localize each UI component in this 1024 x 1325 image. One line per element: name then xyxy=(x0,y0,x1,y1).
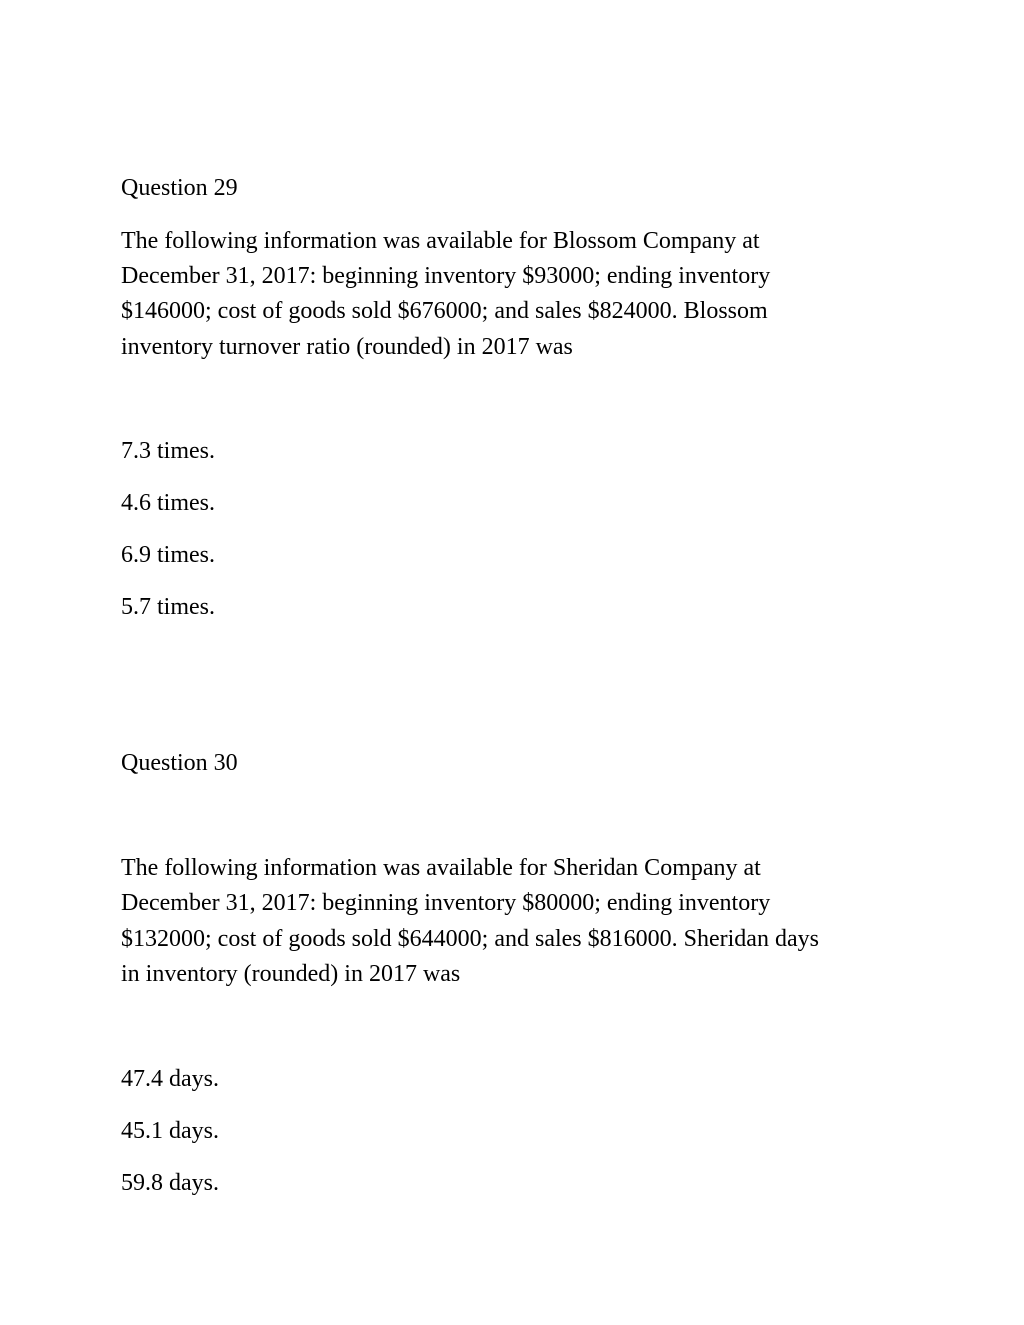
question-text-line: The following information was available for Blossom Company at xyxy=(121,228,760,254)
question-heading: Question 30 xyxy=(121,750,238,776)
question-heading: Question 29 xyxy=(121,175,238,201)
question-text-line: in inventory (rounded) in 2017 was xyxy=(121,961,461,987)
question-text-line: $146000; cost of goods sold $676000; and sales $824000. Blossom xyxy=(121,298,768,324)
answer-option: 6.9 times. xyxy=(121,542,215,568)
answer-option: 7.3 times. xyxy=(121,438,215,464)
answer-option: 5.7 times. xyxy=(121,594,215,620)
question-text-line: inventory turnover ratio (rounded) in 2017 was xyxy=(121,334,573,360)
answer-option: 47.4 days. xyxy=(121,1066,219,1092)
answer-option: 4.6 times. xyxy=(121,490,215,516)
question-text-line: December 31, 2017: beginning inventory $93000; ending inventory xyxy=(121,263,771,289)
answer-option: 59.8 days. xyxy=(121,1170,219,1196)
answer-option: 45.1 days. xyxy=(121,1118,219,1144)
question-text-line: The following information was available for Sheridan Company at xyxy=(121,855,761,881)
question-text-line: $132000; cost of goods sold $644000; and sales $816000. Sheridan days xyxy=(121,926,819,952)
question-text-line: December 31, 2017: beginning inventory $80000; ending inventory xyxy=(121,890,771,916)
